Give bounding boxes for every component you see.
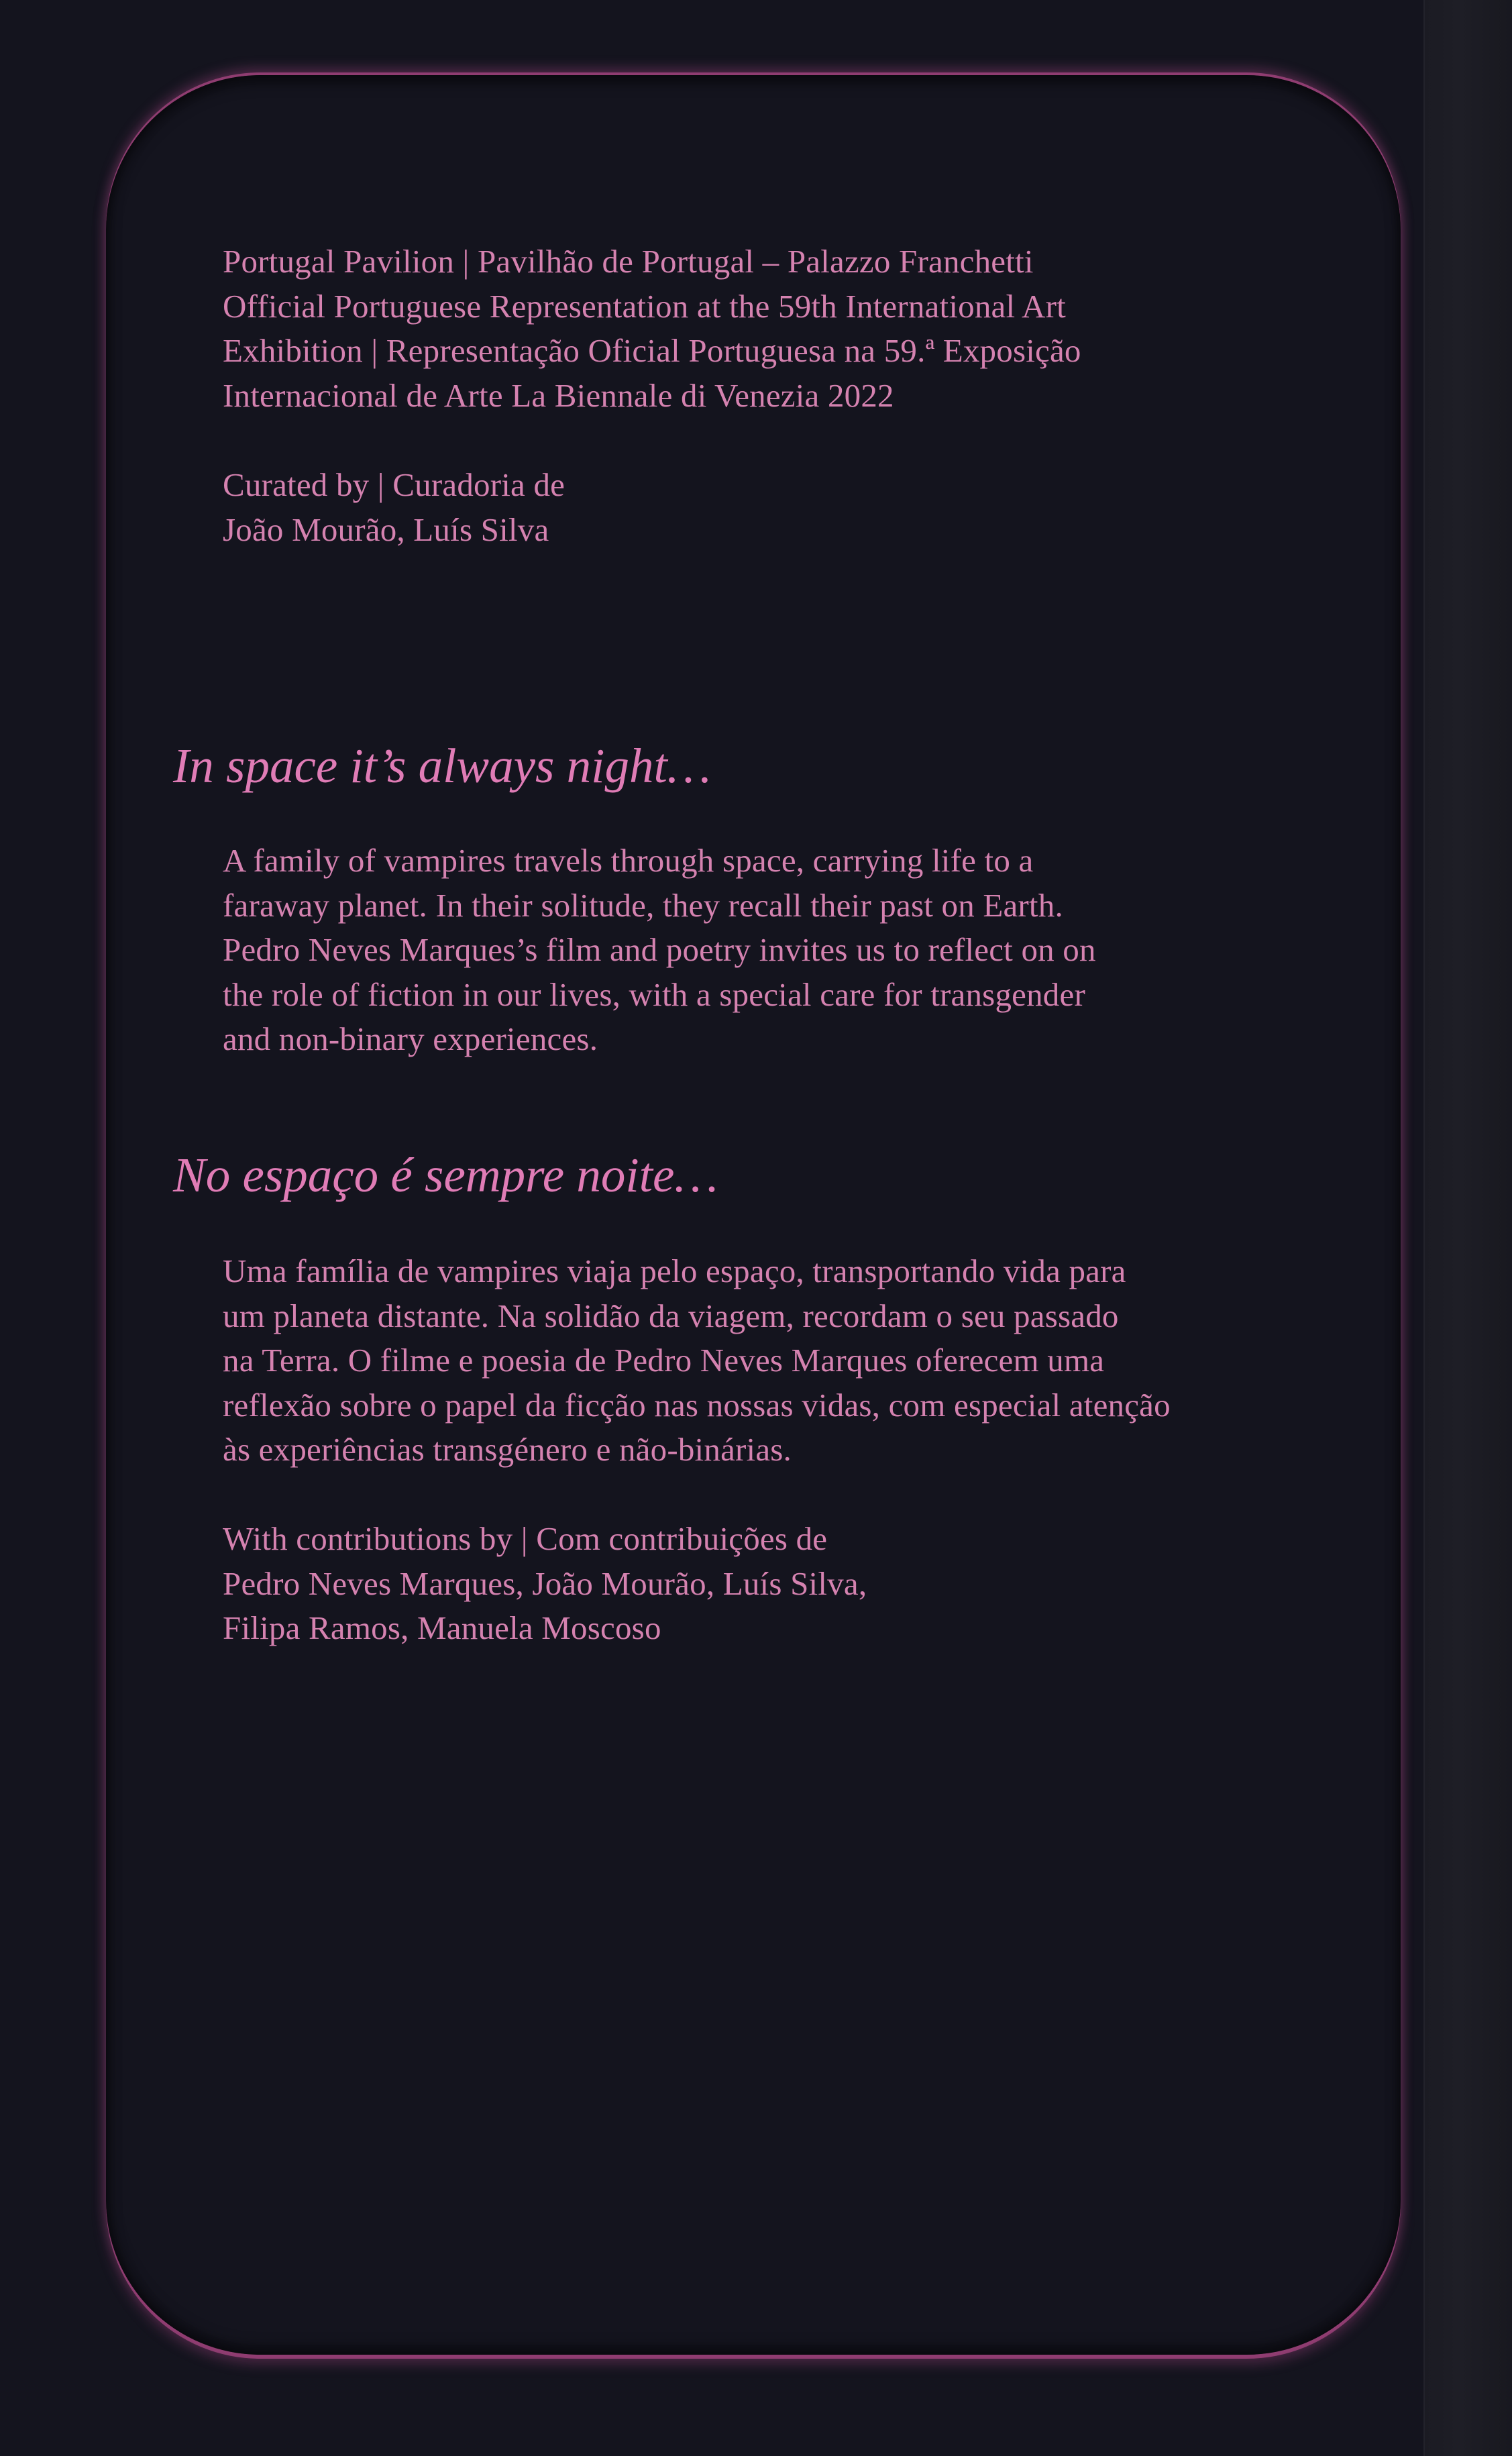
portuguese-description-line: na Terra. O filme e poesia de Pedro Neves Marques oferecem uma (223, 1342, 1105, 1379)
portuguese-description-line: reflexão sobre o papel da ficção nas nossas vidas, com especial atenção (223, 1386, 1171, 1424)
contributors-line: With contributions by | Com contribuições de (223, 1520, 828, 1557)
curators-line: Curated by | Curadoria de (223, 466, 565, 503)
contributors (223, 1517, 867, 1651)
contributors-line: Pedro Neves Marques, João Mourão, Luís Silva, (223, 1564, 867, 1602)
english-description-line: and non-binary experiences. (223, 1020, 598, 1057)
pavilion-info (223, 239, 1081, 418)
curators-line: João Mourão, Luís Silva (223, 511, 549, 548)
portuguese-description (223, 1249, 1171, 1473)
portuguese-description-line: Uma família de vampires viaja pelo espaço, transportando vida para (223, 1252, 1126, 1289)
book-spine (1423, 0, 1512, 2456)
english-description-line: faraway planet. In their solitude, they recall their past on Earth. (223, 886, 1063, 924)
english-description-line: the role of fiction in our lives, with a special care for transgender (223, 975, 1085, 1013)
english-heading: In space it’s always night… (173, 739, 711, 793)
contributors-line: Filipa Ramos, Manuela Moscoso (223, 1609, 661, 1646)
portuguese-description-line: um planeta distante. Na solidão da viagem, recordam o seu passado (223, 1297, 1119, 1334)
english-description-line: Pedro Neves Marques’s film and poetry invites us to reflect on on (223, 931, 1096, 968)
curators (223, 463, 565, 552)
english-description (223, 839, 1096, 1062)
english-description-line: A family of vampires travels through space, carrying life to a (223, 842, 1034, 879)
pavilion-info-line: Portugal Pavilion | Pavilhão de Portugal – Palazzo Franchetti (223, 243, 1034, 280)
pavilion-info-line: Internacional de Arte La Biennale di Venezia 2022 (223, 376, 894, 414)
pavilion-info-line: Exhibition | Representação Oficial Portuguesa na 59.ª Exposição (223, 332, 1081, 369)
pavilion-info-line: Official Portuguese Representation at the 59th International Art (223, 287, 1066, 325)
portuguese-heading: No espaço é sempre noite… (173, 1148, 718, 1202)
portuguese-description-line: às experiências transgénero e não-binárias. (223, 1431, 792, 1468)
